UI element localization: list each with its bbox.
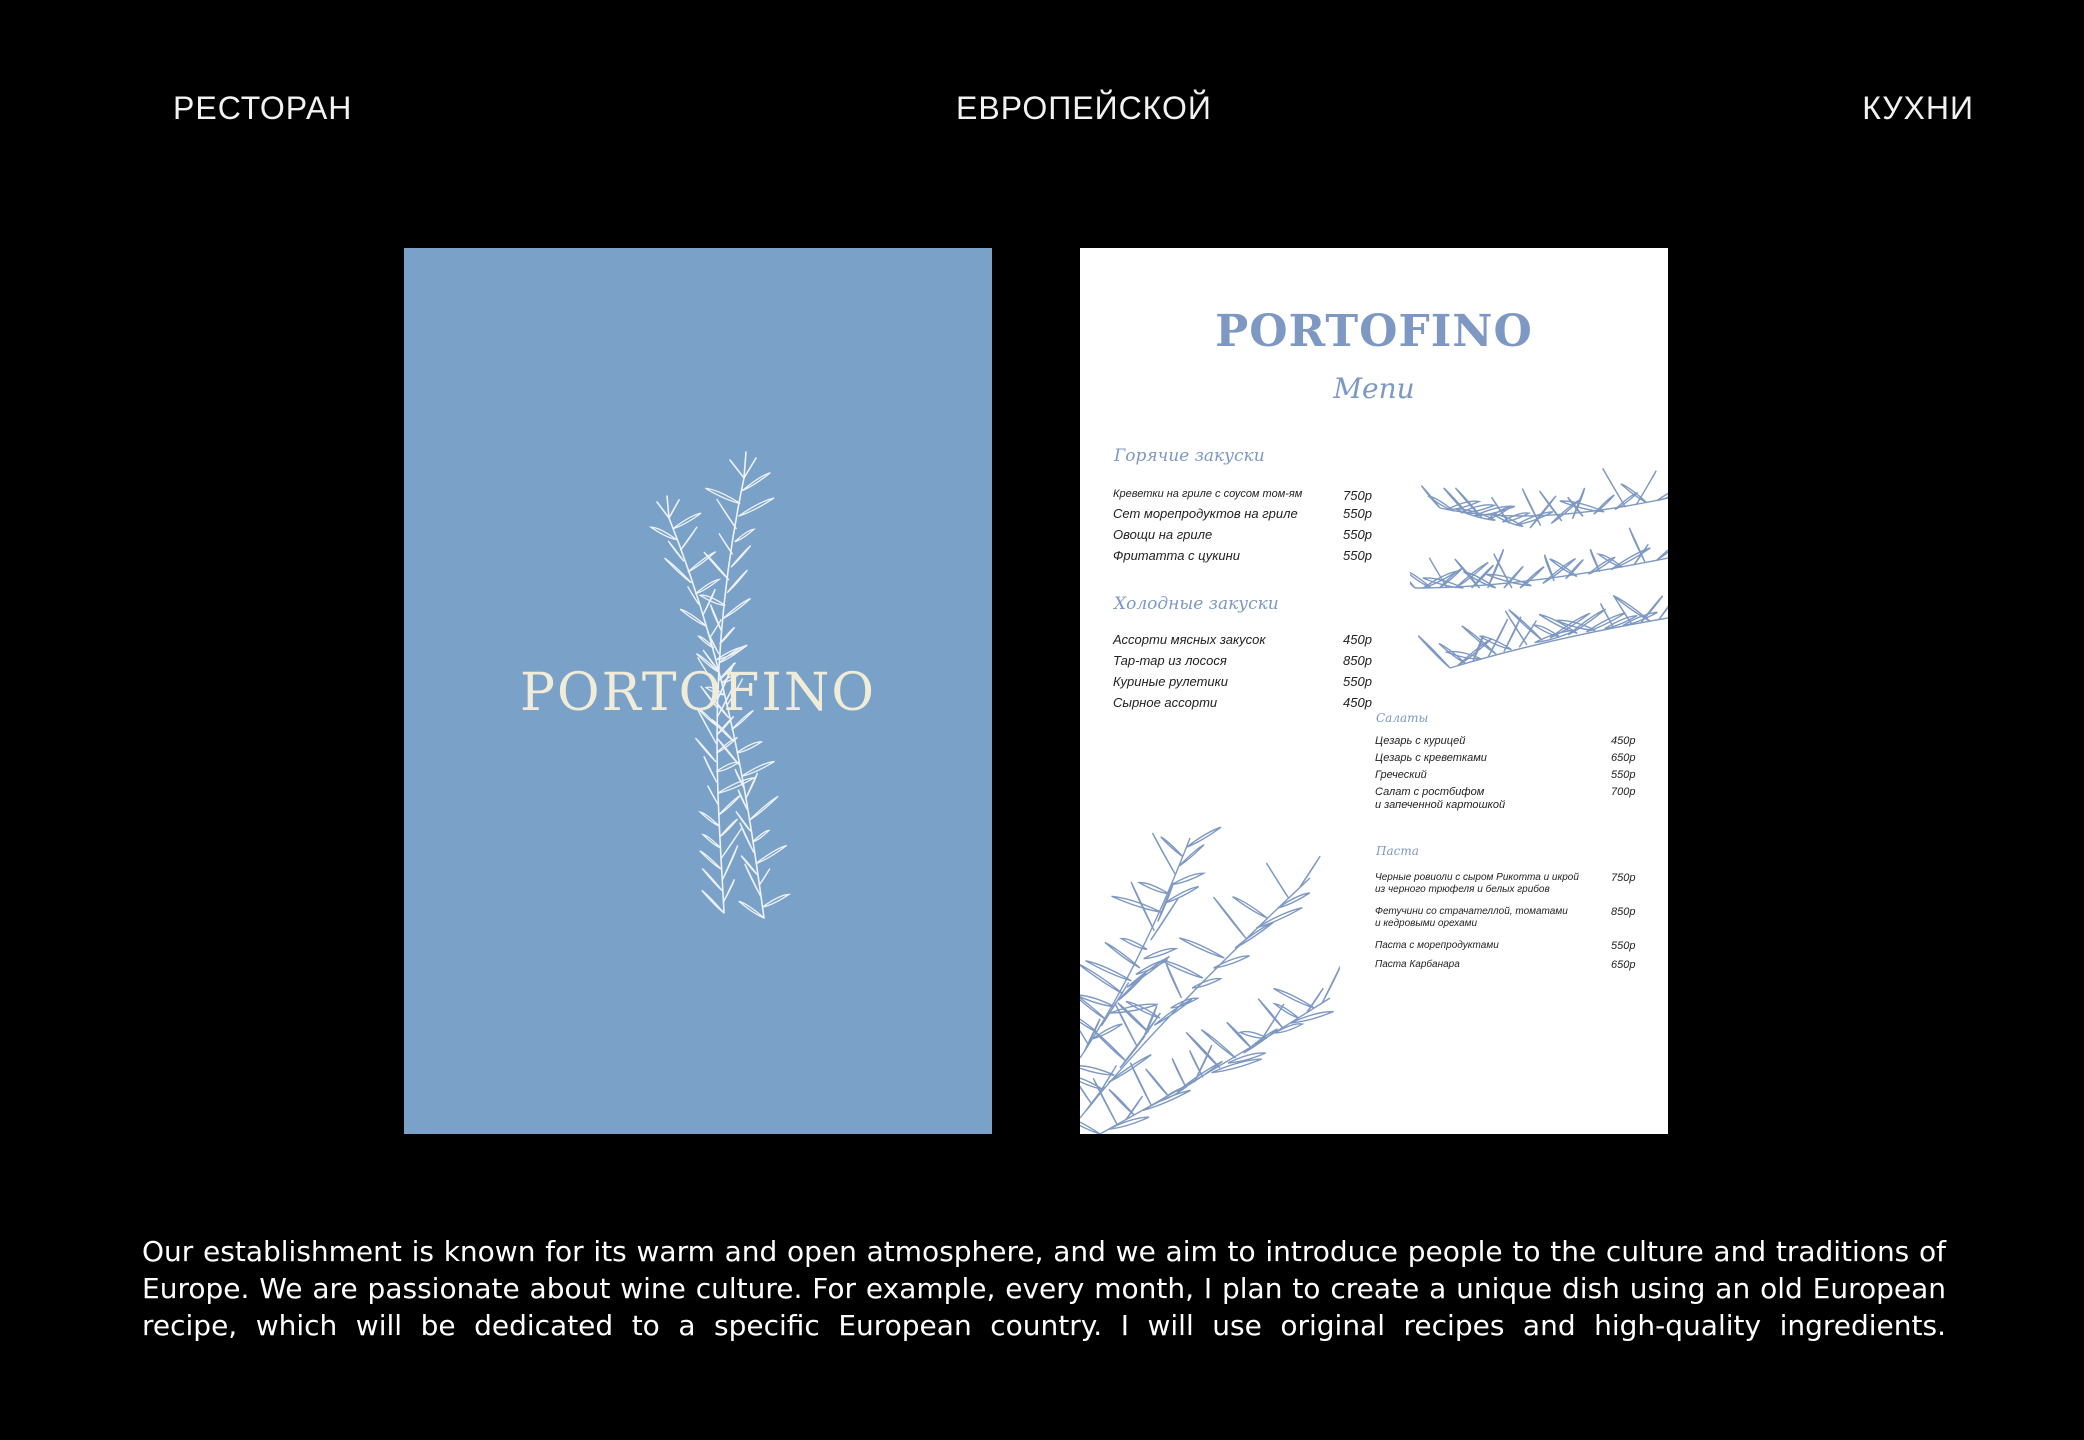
header-word-restaurant: РЕСТОРАН: [173, 90, 353, 126]
leaf-stroke: [702, 868, 723, 891]
item-price: 650р: [1611, 959, 1636, 971]
leaf-stroke: [735, 529, 754, 542]
leaf-stroke: [1080, 1066, 1114, 1075]
cover-title: PORTOFINO: [520, 663, 876, 723]
item-name: Овощи на гриле: [1113, 527, 1213, 542]
leaf-stroke: [727, 570, 747, 593]
leaf-stroke: [1657, 531, 1668, 560]
menu-title: PORTOFINO: [1215, 306, 1533, 357]
leaf-stroke: [1080, 1012, 1097, 1032]
leaf-stroke: [1322, 965, 1340, 1003]
leaf-stroke: [702, 890, 724, 913]
leaf-stroke: [746, 773, 758, 799]
leaf-stroke: [1139, 883, 1168, 894]
item-price: 550р: [1343, 674, 1372, 689]
leaf-stroke: [680, 527, 697, 551]
leaf-stroke: [738, 498, 774, 516]
leaf-stroke: [1299, 856, 1320, 888]
item-name: Куриные рулетики: [1113, 674, 1229, 689]
leaf-stroke: [1629, 528, 1645, 563]
leaf-stroke: [1144, 949, 1176, 959]
leaf-stroke: [703, 834, 721, 847]
leaf-stroke: [1258, 999, 1283, 1028]
menu-page: [1080, 248, 1668, 1134]
item-name-line2: и кедровыми орехами: [1375, 918, 1478, 929]
leaf-stroke: [717, 499, 737, 529]
leaf-stroke: [719, 533, 733, 554]
item-name: Цезарь с курицей: [1375, 735, 1466, 747]
header-word-cuisine: КУХНИ: [1862, 90, 1974, 126]
leaf-stroke: [756, 845, 787, 863]
leaf-stroke: [1266, 863, 1288, 898]
leaf-stroke: [1659, 584, 1668, 620]
leaf-stroke: [708, 785, 718, 804]
leaf-stroke: [700, 812, 719, 826]
item-name: Креветки на гриле с соусом том-ям: [1113, 488, 1303, 500]
leaf-stroke: [1306, 988, 1323, 1013]
leaf-stroke: [762, 894, 789, 907]
header-word-european: ЕВРОПЕЙСКОЙ: [956, 90, 1212, 126]
rosemary-branch-icon: [1080, 818, 1340, 1134]
item-name: Греческий: [1375, 769, 1427, 781]
leaf-stroke: [1131, 882, 1154, 931]
leaf-stroke: [1259, 1004, 1284, 1043]
leaf-stroke: [1177, 1061, 1222, 1091]
leaf-stroke: [1146, 1069, 1169, 1096]
leaf-stroke: [1086, 961, 1132, 981]
leaf-stroke: [1172, 1058, 1186, 1087]
item-price: 850р: [1611, 906, 1636, 918]
leaf-stroke: [719, 795, 742, 815]
leaf-stroke: [695, 579, 719, 593]
item-name: Сет морепродуктов на гриле: [1113, 506, 1298, 521]
section-heading-pasta: Паста: [1376, 844, 1419, 858]
leaf-stroke: [1093, 1078, 1117, 1124]
item-price: 700р: [1611, 786, 1636, 798]
leaf-stroke: [1256, 908, 1302, 928]
leaf-stroke: [1080, 964, 1123, 994]
leaf-stroke: [737, 742, 762, 753]
leaf-stroke: [1275, 1004, 1299, 1018]
item-price: 550р: [1343, 527, 1372, 542]
leaf-stroke: [1233, 897, 1268, 918]
leaf-stroke: [695, 738, 716, 762]
leaf-stroke: [752, 830, 769, 842]
leaf-stroke: [722, 845, 738, 880]
leaf-stroke: [1172, 873, 1204, 884]
leaf-stroke: [723, 879, 734, 902]
item-name-line2: и запеченной картошкой: [1375, 799, 1506, 811]
item-price: 450р: [1343, 632, 1372, 647]
item-name-line2: из черного трюфеля и белых грибов: [1375, 884, 1550, 895]
item-name: Фритатта с цукини: [1113, 548, 1241, 563]
item-price: 750р: [1343, 488, 1372, 503]
item-price: 550р: [1343, 548, 1372, 563]
leaf-stroke: [1278, 893, 1310, 908]
leaf-stroke: [759, 868, 770, 885]
leaf-stroke: [723, 599, 750, 619]
section-heading-hot-appetizers: Горячие закуски: [1114, 446, 1265, 466]
leaf-stroke: [1636, 471, 1656, 505]
item-name: Салат с ростбифом: [1375, 786, 1485, 798]
item-name: Паста Карбанара: [1375, 959, 1460, 970]
leaf-stroke: [1080, 1115, 1100, 1134]
item-price: 450р: [1611, 735, 1636, 747]
leaf-stroke: [664, 558, 691, 583]
leaf-stroke: [1109, 1090, 1134, 1116]
leaf-stroke: [1192, 979, 1220, 988]
leaf-stroke: [742, 761, 775, 776]
leaf-stroke: [1166, 962, 1182, 998]
leaf-stroke: [1190, 1050, 1203, 1077]
leaf-stroke: [705, 488, 740, 503]
leaf-stroke: [1179, 938, 1224, 958]
item-price: 550р: [1611, 769, 1636, 781]
section-heading-cold-appetizers: Холодные закуски: [1114, 594, 1279, 614]
menu-subtitle: Menu: [1333, 372, 1415, 405]
item-price: 750р: [1611, 872, 1636, 884]
leaf-stroke: [1235, 922, 1273, 948]
leaf-stroke: [1080, 1076, 1103, 1090]
leaf-stroke: [749, 796, 778, 820]
item-name: Черные ровиоли с сыром Рикотта и икрой: [1375, 872, 1579, 883]
rosemary-branch-icon: [1410, 438, 1668, 698]
item-name: Цезарь с креветками: [1375, 752, 1487, 764]
item-name: Сырное ассорти: [1113, 695, 1218, 710]
description-paragraph: Our establishment is known for its warm and open atmosphere, and we aim to introduce people to the culture and traditions of Europe. We are passionate about wine culture. For example, every month, I plan to create a unique dish using an old European recipe, which will be dedicated to a specific European country. I will use original recipes and high-quality ingredients.: [142, 1235, 1946, 1342]
item-price: 650р: [1611, 752, 1636, 764]
item-name: Фетучини со страчателлой, томатами: [1375, 906, 1568, 917]
leaf-stroke: [700, 851, 722, 870]
leaf-stroke: [720, 819, 738, 837]
item-price: 450р: [1343, 695, 1372, 710]
leaf-stroke: [731, 546, 751, 568]
menu-cover: [404, 248, 992, 1134]
leaf-stroke: [739, 901, 764, 918]
item-name: Ассорти мясных закусок: [1113, 632, 1266, 647]
item-price: 550р: [1343, 506, 1372, 521]
leaf-stroke: [1275, 1024, 1302, 1033]
item-name: Паста с морепродуктами: [1375, 940, 1499, 951]
section-heading-salads: Салаты: [1376, 711, 1429, 725]
item-price: 550р: [1611, 940, 1636, 952]
leaf-stroke: [1112, 896, 1162, 912]
item-price: 850р: [1343, 653, 1372, 668]
item-name: Тар-тар из лосося: [1113, 653, 1227, 668]
